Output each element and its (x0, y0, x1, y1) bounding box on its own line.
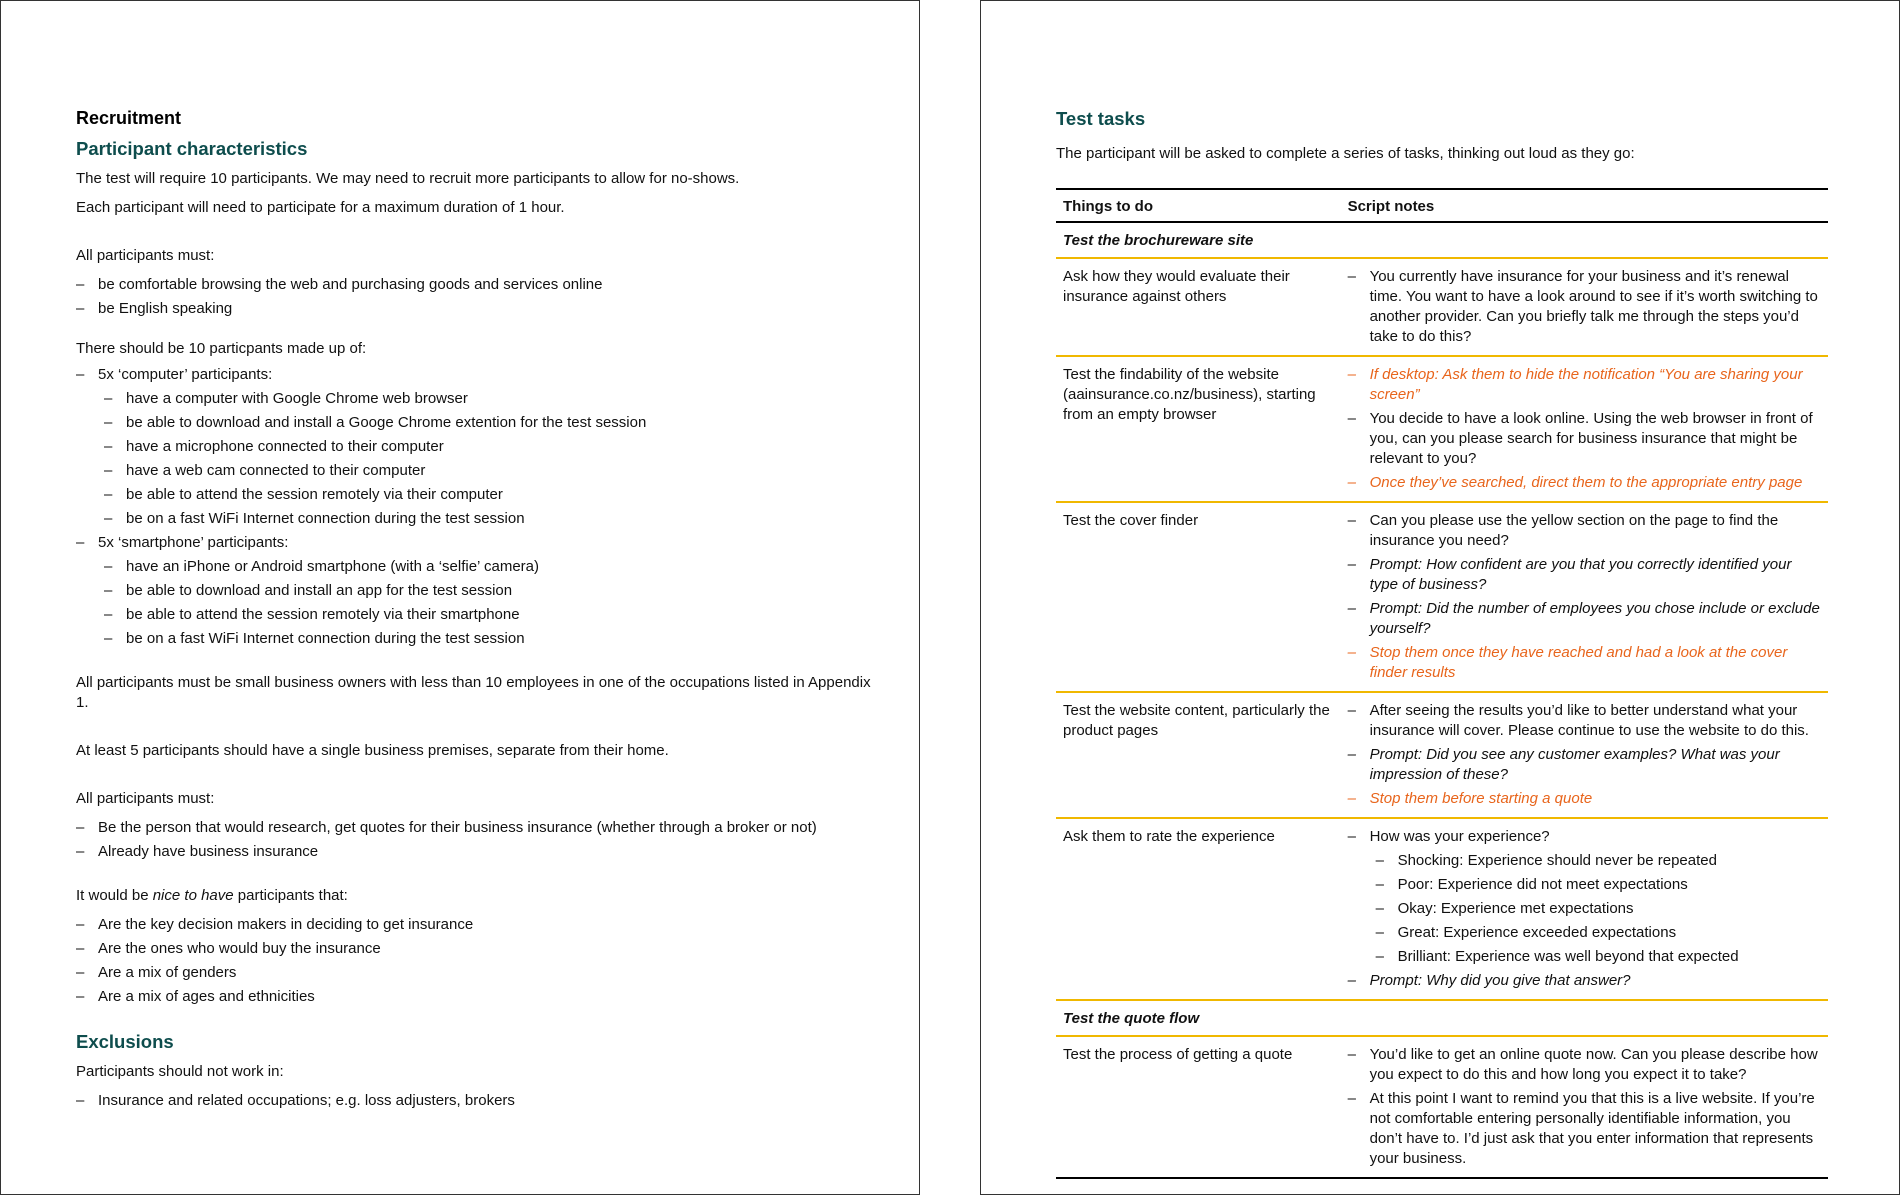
list-item: – be on a fast WiFi Internet connection during the test session (98, 629, 876, 649)
prompt-item: – Prompt: Why did you give that answer? (1348, 971, 1821, 991)
exclusions-paragraph: Participants should not work in: (76, 1063, 284, 1080)
must-list (76, 818, 876, 862)
list-item: – have a microphone connected to their computer (98, 437, 876, 457)
rating-item: – Great: Experience exceeded expectations (1370, 923, 1821, 943)
notes-list (1348, 827, 1821, 991)
facilitator-instruction: – Stop them before starting a quote (1348, 789, 1821, 809)
note-item: – You decide to have a look online. Using the web browser in front of you, can you please search for business insurance that might be relevant to you? (1348, 409, 1821, 469)
rating-item: – Poor: Experience did not meet expectations (1370, 875, 1821, 895)
note-text: How was your experience? (1369, 828, 1550, 845)
premises-paragraph: At least 5 participants should have a single business premises, separate from their home. (76, 742, 669, 759)
intro-line: Each participant will need to participate for a maximum duration of 1 hour. (76, 199, 565, 216)
note-item (1348, 827, 1821, 967)
list-item: – be on a fast WiFi Internet connection during the test session (98, 509, 876, 529)
table-row (1056, 502, 1828, 692)
facilitator-instruction: – Once they’ve searched, direct them to the appropriate entry page (1348, 473, 1821, 493)
notes-list (1348, 365, 1821, 493)
table-row (1056, 356, 1828, 502)
rating-item: – Brilliant: Experience was well beyond that expected (1370, 947, 1821, 967)
task-cell: Test the website content, particularly the product pages (1056, 692, 1341, 818)
prompt-item: – Prompt: Did you see any customer examples? What was your impression of these? (1348, 745, 1821, 785)
owners-paragraph: All participants must be small business owners with less than 10 employees in one of the occupations listed in Appendix 1. (76, 674, 871, 711)
list-item: – Are the key decision makers in deciding to get insurance (76, 915, 876, 935)
task-cell: Test the findability of the website (aainsurance.co.nz/business), starting from an empty browser (1056, 356, 1341, 502)
notes-cell (1341, 1036, 1828, 1178)
test-tasks-section (1056, 108, 1828, 1179)
note-item: – You currently have insurance for your business and it’s renewal time. You want to have a look around to see if it’s worth switching to another provider. Can you briefly talk me through the steps you’d take to do this? (1348, 267, 1821, 347)
notes-cell (1341, 502, 1828, 692)
test-tasks-intro: The participant will be asked to complete a series of tasks, thinking out loud as they go: (1056, 145, 1635, 162)
list-item: – Are a mix of ages and ethnicities (76, 987, 876, 1007)
must-label: All participants must: (76, 247, 215, 264)
nice-to-have-list (76, 915, 876, 1007)
table-header-row (1056, 189, 1828, 222)
document-page-left (0, 0, 920, 1195)
table-section-row (1056, 1000, 1828, 1036)
tasks-table (1056, 188, 1828, 1179)
group-label: 5x ‘computer’ participants: (98, 366, 273, 383)
section-label: Test the brochureware site (1056, 222, 1828, 258)
list-item-computer-group (76, 365, 876, 529)
table-row (1056, 818, 1828, 1000)
notes-cell (1341, 356, 1828, 502)
notes-list (1348, 1045, 1821, 1169)
notes-cell (1341, 692, 1828, 818)
table-row (1056, 258, 1828, 356)
document-page-right (980, 0, 1900, 1195)
group-label: 5x ‘smartphone’ participants: (98, 534, 289, 551)
note-item: – Can you please use the yellow section on the page to find the insurance you need? (1348, 511, 1821, 551)
list-item: – be able to download and install a Googe Chrome extention for the test session (98, 413, 876, 433)
list-item: – Be the person that would research, get quotes for their business insurance (whether through a broker or not) (76, 818, 876, 838)
list-item: – be able to attend the session remotely via their smartphone (98, 605, 876, 625)
notes-cell (1341, 258, 1828, 356)
column-header-script-notes: Script notes (1341, 189, 1828, 222)
made-up-label: There should be 10 particpants made up of: (76, 340, 367, 357)
note-item: – After seeing the results you’d like to better understand what your insurance will cover. Please continue to use the website to do this. (1348, 701, 1821, 741)
prompt-item: – Prompt: How confident are you that you correctly identified your type of business? (1348, 555, 1821, 595)
facilitator-instruction: – Stop them once they have reached and had a look at the cover finder results (1348, 643, 1821, 683)
must-list (76, 275, 876, 319)
list-item: – be English speaking (76, 299, 876, 319)
intro-line: The test will require 10 participants. We may need to recruit more participants to allow for no-shows. (76, 170, 740, 187)
notes-list (1348, 511, 1821, 683)
notes-cell (1341, 818, 1828, 1000)
section-label: Test the quote flow (1056, 1000, 1828, 1036)
list-item: – have a web cam connected to their computer (98, 461, 876, 481)
list-item: – be comfortable browsing the web and purchasing goods and services online (76, 275, 876, 295)
must-label: All participants must: (76, 790, 215, 807)
task-cell: Ask them to rate the experience (1056, 818, 1341, 1000)
rating-item: – Okay: Experience met expectations (1370, 899, 1821, 919)
list-item: – be able to download and install an app for the test session (98, 581, 876, 601)
list-item: – have a computer with Google Chrome web browser (98, 389, 876, 409)
nice-emphasis: nice to have (152, 887, 234, 904)
facilitator-instruction: – If desktop: Ask them to hide the notification “You are sharing your screen” (1348, 365, 1821, 405)
list-item: – Are a mix of genders (76, 963, 876, 983)
notes-list (1348, 701, 1821, 809)
list-item: – Are the ones who would buy the insurance (76, 939, 876, 959)
note-item: – You’d like to get an online quote now. Can you please describe how you expect to do this and how long you expect it to take? (1348, 1045, 1821, 1085)
rating-scale-list (1370, 851, 1821, 967)
nice-suffix: participants that: (233, 887, 348, 904)
participant-characteristics-heading: Participant characteristics (76, 138, 308, 159)
note-item: – At this point I want to remind you that this is a live website. If you’re not comfortable entering personally identifiable information, you don’t have to. I’d just ask that you enter information that represents your business. (1348, 1089, 1821, 1169)
rating-item: – Shocking: Experience should never be repeated (1370, 851, 1821, 871)
nice-to-have-label (76, 886, 876, 906)
list-item: – have an iPhone or Android smartphone (with a ‘selfie’ camera) (98, 557, 876, 577)
list-item-smartphone-group (76, 533, 876, 649)
table-section-row (1056, 222, 1828, 258)
exclusions-list (76, 1091, 876, 1111)
task-cell: Ask how they would evaluate their insurance against others (1056, 258, 1341, 356)
participant-groups-list (76, 365, 876, 649)
task-cell: Test the cover finder (1056, 502, 1341, 692)
computer-requirements-list (98, 389, 876, 529)
table-row (1056, 692, 1828, 818)
exclusions-heading: Exclusions (76, 1031, 174, 1052)
list-item: – be able to attend the session remotely via their computer (98, 485, 876, 505)
prompt-item: – Prompt: Did the number of employees you chose include or exclude yourself? (1348, 599, 1821, 639)
test-tasks-heading: Test tasks (1056, 108, 1146, 129)
table-row (1056, 1036, 1828, 1178)
column-header-things-to-do: Things to do (1056, 189, 1341, 222)
smartphone-requirements-list (98, 557, 876, 649)
recruitment-section (76, 108, 876, 1115)
list-item: – Already have business insurance (76, 842, 876, 862)
notes-list (1348, 267, 1821, 347)
list-item: – Insurance and related occupations; e.g. loss adjusters, brokers (76, 1091, 876, 1111)
nice-prefix: It would be (76, 887, 153, 904)
recruitment-heading: Recruitment (76, 108, 182, 128)
task-cell: Test the process of getting a quote (1056, 1036, 1341, 1178)
